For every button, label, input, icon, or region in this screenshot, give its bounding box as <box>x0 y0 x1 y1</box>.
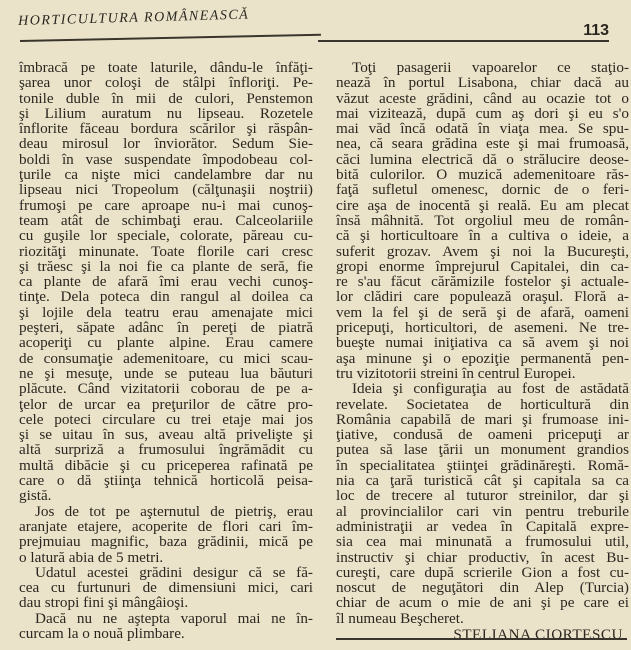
text-line: Ideia şi configuraţia au fost de astădată <box>352 381 629 397</box>
text-line: că şi horticultoare în a cultiva o ideie, a <box>336 228 629 244</box>
text-line: nea, că seara grădina este şi mai frumoasă, <box>336 136 629 152</box>
text-line: aşa minune şi o epoziţie permanentă pen- <box>336 350 629 366</box>
text-line: aranjate etajere, acoperite de flori cari îm- <box>19 518 313 535</box>
text-line: noscut de neguţători din Alep (Turcia) <box>336 580 629 596</box>
text-line: nează în portul Lisabona, chiar dacă au <box>336 75 629 91</box>
right-text-column <box>336 60 629 642</box>
text-line: loc de trecere al tuturor streinilor, dar şi <box>336 488 629 504</box>
text-line: lipseau nici Tropeolum (călţunaşii noştrii) <box>19 182 313 198</box>
text-line: administraţii ar vedea în Capitală expre- <box>336 518 629 535</box>
text-line: Dacă nu ne aştepta vaporul mai ne în- <box>35 610 313 626</box>
text-line: deau mirosul lor înviorător. Sedum Sie- <box>19 136 313 152</box>
text-line: şarea unor coloşi de stâlpi înfloriţi. Pe- <box>19 75 313 91</box>
paragraph <box>336 60 629 381</box>
text-line: de consumaţie ademenitoare, cu mici scau- <box>19 350 313 366</box>
text-line: ţelor de urcar ea preţurilor de către pro- <box>19 396 313 412</box>
text-line: cire aşa de inocentă şi reală. Eu am plecat <box>336 197 629 213</box>
text-line: riozităţi minunate. Toate florile cari cresc <box>19 243 313 259</box>
text-line: în specialitatea ştiinţei grădinăreşti. Romă- <box>336 457 629 474</box>
text-line: gropi enorme împrejurul Capitalei, din ca- <box>336 258 629 275</box>
text-line: căci lumina electrică dă o strălucire deose- <box>336 151 629 168</box>
text-line: instructiv şi chiar productiv, în acest Bu- <box>336 549 629 565</box>
text-line: sia cea mai minunată a frumosului util, <box>336 534 629 550</box>
text-line: bită culorilor. O muzică ademenitoare răs- <box>336 167 629 183</box>
text-line: re s'au făcut cărămizile fostelor şi actuale- <box>336 274 629 290</box>
text-line: acoperiţi cu plante alpine. Erau camere <box>19 335 313 351</box>
text-line: nia ca ţară turistică cât şi capitala sa ca <box>336 473 629 489</box>
paragraph <box>336 381 629 626</box>
text-line: revelate. Societatea de horticultură din <box>336 396 629 412</box>
text-line: o latură abia de 5 metri. <box>19 549 164 565</box>
paragraph <box>19 504 313 565</box>
text-line: ţiative, condusă de oameni pricepuţi ar <box>336 427 629 443</box>
text-line: îmbracă pe toate laturile, dându-le înfăţi- <box>19 60 313 76</box>
text-line: boldi în vase suspendate împodobeau col- <box>19 151 313 168</box>
text-line: tinţe. Dela poteca din rangul al doilea ca <box>19 289 313 305</box>
text-line: cu guşile lor speciale, colorate, păreau cu- <box>19 228 313 244</box>
text-line: şi Lilium auratum nu lipseau. Rozetele <box>19 105 313 122</box>
text-line: pricepuţi, horticultori, de asemeni. Ne tre- <box>336 320 629 336</box>
text-line: prejmuiau magnific, baza grădinii, mică pe <box>19 534 313 550</box>
text-line: putea să lase ţării un monument grandios <box>336 442 629 458</box>
page-number: 113 <box>583 22 609 39</box>
text-line: cea cu furtunuri de dimensiuni mici, cari <box>19 580 313 596</box>
text-line: însă mâhnită. Tot orgoliul meu de român- <box>336 212 629 229</box>
author-signature: STELIANA CIORTESCU <box>453 625 623 643</box>
text-line: ne şi mesuţe, unde se puteau lua băuturi <box>19 365 313 382</box>
header-rule-right <box>318 40 609 42</box>
text-line: înflorite făceau bordura scărilor şi răspân- <box>19 121 313 137</box>
text-line: Udatul acestei grădini desigur că se fă- <box>35 564 313 581</box>
text-line: şi trăesc şi la noi fie ca plante de seră, fie <box>19 258 313 275</box>
text-line: tru vizitotorii streini în centrul Europei. <box>336 365 576 382</box>
text-line: Jos de tot pe aşternutul de pietriş, erau <box>35 503 313 519</box>
text-line: vem la fel şi de seră şi de afară, oameni <box>336 304 629 321</box>
text-line: suferit grozav. Avem şi noi la Bucureşti, <box>336 243 629 259</box>
text-line: ţurile ca nişte mici candelambre dar nu <box>19 167 313 183</box>
text-line: şi se uitau în sus, aveau altă privelişte şi <box>19 427 313 443</box>
text-line: frumoşi pe care aproape nu-i mai cunoş- <box>19 197 313 213</box>
text-line: altă surpriză a frumosului îngrămădit cu <box>19 442 313 458</box>
text-line: faţă sufletul omenesc, dornic de o feri- <box>336 182 629 198</box>
text-line: îl numeau Beşcheret. <box>336 610 464 626</box>
text-line: bueşte numai iniţiativa ca să avem şi noi <box>336 335 629 351</box>
text-line: mai văd încă odată în viaţa mea. Se spu- <box>336 121 629 137</box>
header-rule-left <box>20 34 321 42</box>
text-line: care o dă ştiinţa tehnică horticolă peisa- <box>19 473 313 489</box>
paragraph <box>19 611 313 642</box>
text-line: şi lojile dela teatru erau amenajate mici <box>19 304 313 321</box>
text-line: ca plante de afară îmi erau vechi cunoş- <box>19 274 313 290</box>
text-line: plăcute. Când vizitatorii coborau de pe a- <box>19 381 313 397</box>
paragraph <box>19 60 313 504</box>
text-line: mai vizitează, după cum aş dori şi eu s'o <box>336 105 629 122</box>
text-line: al provincialilor cari vin pentru treburile <box>336 503 629 519</box>
text-line: România capabilă de mari şi frumoase ini- <box>336 411 629 428</box>
text-line: lor clădiri care populează oraşul. Floră a- <box>336 289 629 305</box>
bottom-rule <box>336 638 627 640</box>
text-line: Toţi pasagerii vapoarelor ce staţio- <box>352 60 629 76</box>
journal-running-head: HORTICULTURA ROMÂNEASCĂ <box>18 7 250 29</box>
left-text-column <box>19 60 313 641</box>
text-line: gistă. <box>19 488 52 504</box>
text-line: team atât de schimbaţi erau. Calceolariile <box>19 212 313 229</box>
text-line: chiar de acum o mie de ani şi pe care ei <box>336 595 629 611</box>
text-line: cureşti, care după scrierile Gion a fost cu- <box>336 564 629 581</box>
text-line: cele poteci circulare cu trei etaje mai jos <box>19 411 313 428</box>
text-line: văzut aceste grădini, când au ocazie tot o <box>336 90 629 106</box>
paragraph <box>19 565 313 611</box>
text-line: peşteri, săpate adânc în pereţi de piatră <box>19 320 313 336</box>
text-line: multă dibăcie şi cu priceperea rafinată pe <box>19 457 313 474</box>
text-line: tonile duble în mii de culori, Penstemon <box>19 90 313 106</box>
text-line: curcam la o nouă plimbare. <box>19 625 185 642</box>
text-line: dau stropi fini şi mângâioşi. <box>19 595 189 611</box>
